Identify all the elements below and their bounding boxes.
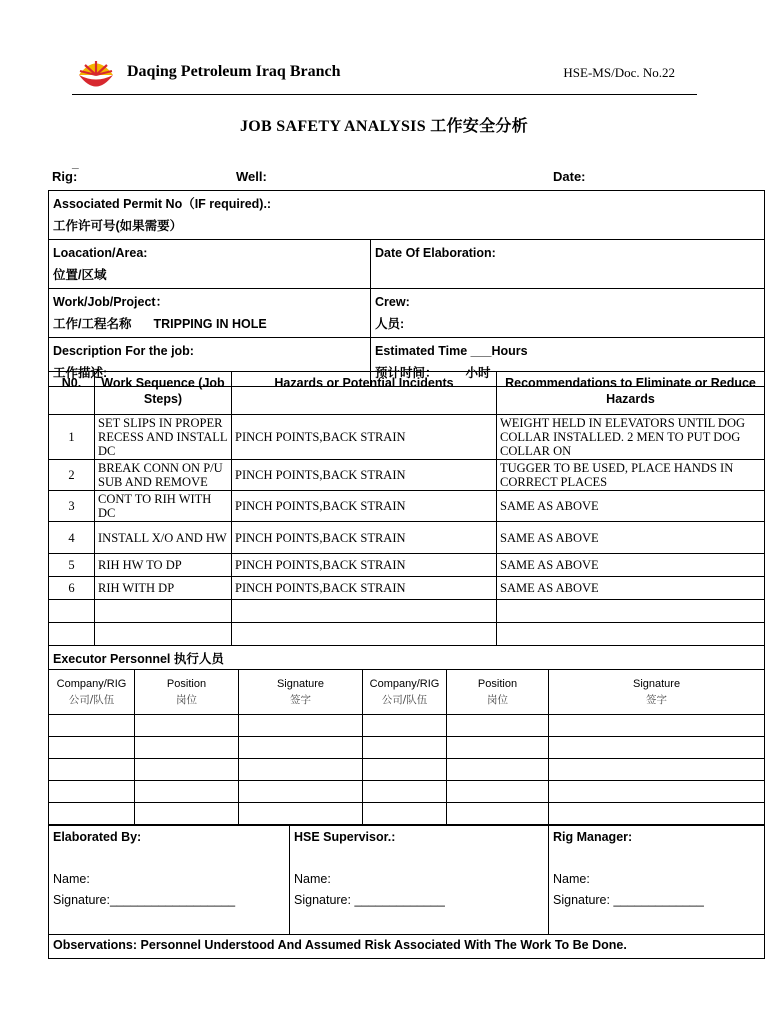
signoff-table bbox=[48, 825, 765, 959]
empty-cell[interactable] bbox=[549, 803, 765, 825]
estimated-time-label: Estimated Time ___Hours bbox=[375, 344, 528, 358]
name-label: Name: bbox=[294, 872, 331, 886]
rig-label: Rig: bbox=[52, 169, 78, 184]
empty-cell[interactable] bbox=[239, 737, 363, 759]
col-label: Signature bbox=[276, 678, 325, 690]
name-label: Name: bbox=[553, 872, 590, 886]
table-row-empty[interactable] bbox=[49, 803, 765, 825]
hse-supervisor-block[interactable] bbox=[290, 826, 549, 935]
description-label: Description For the job: bbox=[53, 344, 194, 358]
permit-label-cn: 工作许可号(如果需要） bbox=[53, 219, 183, 233]
org-name: Daqing Petroleum Iraq Branch bbox=[127, 63, 341, 80]
empty-cell[interactable] bbox=[232, 600, 497, 623]
step-description: RIH WITH DP bbox=[95, 577, 232, 600]
crew-field[interactable] bbox=[371, 289, 765, 338]
step-hazard: PINCH POINTS,BACK STRAIN bbox=[232, 577, 497, 600]
empty-cell[interactable] bbox=[135, 781, 239, 803]
description-label-cn: 工作描述: bbox=[53, 366, 108, 380]
step-recommendation: SAME AS ABOVE bbox=[497, 577, 765, 600]
job-info-table bbox=[48, 190, 765, 387]
step-recommendation: SAME AS ABOVE bbox=[497, 554, 765, 577]
step-hazard: PINCH POINTS,BACK STRAIN bbox=[232, 415, 497, 460]
signature-label: Signature: _____________ bbox=[553, 893, 704, 907]
personnel-table bbox=[48, 645, 765, 825]
step-hazard: PINCH POINTS,BACK STRAIN bbox=[232, 554, 497, 577]
empty-cell[interactable] bbox=[447, 737, 549, 759]
col-header-hazards: Hazards or Potential Incidents bbox=[232, 372, 497, 415]
table-row bbox=[49, 415, 765, 460]
empty-cell[interactable] bbox=[239, 715, 363, 737]
col-label-cn: 岗位 bbox=[487, 694, 508, 706]
table-row bbox=[49, 554, 765, 577]
empty-cell[interactable] bbox=[49, 759, 135, 781]
permit-field[interactable] bbox=[49, 191, 765, 240]
step-number: 4 bbox=[49, 522, 95, 554]
step-number: 6 bbox=[49, 577, 95, 600]
step-description: CONT TO RIH WITH DC bbox=[95, 491, 232, 522]
empty-cell[interactable] bbox=[549, 715, 765, 737]
job-steps-table bbox=[48, 371, 765, 646]
observations-note: Observations: Personnel Understood And Assumed Risk Associated With The Work To Be Done. bbox=[49, 935, 765, 959]
step-hazard: PINCH POINTS,BACK STRAIN bbox=[232, 460, 497, 491]
empty-cell[interactable] bbox=[239, 759, 363, 781]
step-hazard: PINCH POINTS,BACK STRAIN bbox=[232, 491, 497, 522]
empty-cell[interactable] bbox=[363, 781, 447, 803]
signature-label: Signature: _____________ bbox=[294, 893, 445, 907]
col-label-cn: 公司/队伍 bbox=[68, 694, 115, 706]
col-label: Position bbox=[477, 678, 518, 690]
empty-cell[interactable] bbox=[232, 623, 497, 646]
step-recommendation: SAME AS ABOVE bbox=[497, 491, 765, 522]
col-label-cn: 公司/队伍 bbox=[381, 694, 428, 706]
step-description: BREAK CONN ON P/U SUB AND REMOVE bbox=[95, 460, 232, 491]
col-label-cn: 签字 bbox=[290, 694, 311, 706]
empty-cell[interactable] bbox=[447, 781, 549, 803]
personnel-col-signature-2 bbox=[549, 670, 765, 715]
empty-cell[interactable] bbox=[135, 737, 239, 759]
empty-cell[interactable] bbox=[447, 803, 549, 825]
table-row bbox=[49, 491, 765, 522]
empty-cell[interactable] bbox=[447, 715, 549, 737]
crew-label-cn: 人员: bbox=[375, 317, 405, 331]
estimated-time-cn: 预计时间： bbox=[375, 366, 438, 380]
personnel-col-position-2 bbox=[447, 670, 549, 715]
table-row-empty[interactable] bbox=[49, 759, 765, 781]
table-row-empty[interactable] bbox=[49, 715, 765, 737]
empty-cell[interactable] bbox=[549, 781, 765, 803]
col-header-no: N0. bbox=[49, 372, 95, 415]
col-label-cn: 岗位 bbox=[176, 694, 197, 706]
estimated-time-unit-cn: 小时 bbox=[465, 366, 491, 380]
step-description: RIH HW TO DP bbox=[95, 554, 232, 577]
empty-cell[interactable] bbox=[239, 803, 363, 825]
location-field[interactable] bbox=[49, 240, 371, 289]
project-field[interactable] bbox=[49, 289, 371, 338]
empty-cell[interactable] bbox=[363, 715, 447, 737]
elaboration-date-field[interactable] bbox=[371, 240, 765, 289]
col-label: Signature bbox=[632, 678, 681, 690]
project-label-cn: 工作/工程名称 bbox=[53, 317, 132, 331]
location-label: Loacation/Area: bbox=[53, 246, 148, 260]
empty-cell[interactable] bbox=[363, 759, 447, 781]
step-hazard: PINCH POINTS,BACK STRAIN bbox=[232, 522, 497, 554]
permit-label: Associated Permit No（IF required).: bbox=[53, 197, 272, 211]
step-number: 5 bbox=[49, 554, 95, 577]
rig-dash: _ bbox=[72, 156, 79, 170]
empty-cell[interactable] bbox=[95, 600, 232, 623]
empty-cell[interactable] bbox=[497, 600, 765, 623]
step-number: 1 bbox=[49, 415, 95, 460]
personnel-col-signature-1 bbox=[239, 670, 363, 715]
empty-cell[interactable] bbox=[363, 737, 447, 759]
name-label: Name: bbox=[53, 872, 90, 886]
personnel-section-title: Executor Personnel 执行人员 bbox=[49, 646, 765, 670]
document-header bbox=[72, 58, 697, 95]
step-number: 2 bbox=[49, 460, 95, 491]
project-label: Work/Job/Project： bbox=[53, 295, 169, 309]
personnel-col-position-1 bbox=[135, 670, 239, 715]
page-title: JOB SAFETY ANALYSIS 工作安全分析 bbox=[239, 118, 528, 135]
empty-cell[interactable] bbox=[135, 759, 239, 781]
step-recommendation: SAME AS ABOVE bbox=[497, 522, 765, 554]
table-row bbox=[49, 460, 765, 491]
empty-cell[interactable] bbox=[95, 623, 232, 646]
empty-cell[interactable] bbox=[447, 759, 549, 781]
personnel-col-company-1 bbox=[49, 670, 135, 715]
empty-cell[interactable] bbox=[49, 600, 95, 623]
rig-manager-label: Rig Manager: bbox=[553, 830, 633, 844]
col-label: Company/RIG bbox=[56, 678, 127, 690]
col-header-recommendations: Recommendations to Eliminate or Reduce Hazards bbox=[497, 372, 765, 415]
elaboration-date-label: Date Of Elaboration: bbox=[375, 246, 496, 260]
location-label-cn: 位置/区域 bbox=[53, 268, 107, 282]
empty-cell[interactable] bbox=[135, 715, 239, 737]
col-label: Company/RIG bbox=[369, 678, 440, 690]
personnel-col-company-2 bbox=[363, 670, 447, 715]
table-row-empty[interactable] bbox=[49, 623, 765, 646]
empty-cell[interactable] bbox=[49, 781, 135, 803]
table-row bbox=[49, 522, 765, 554]
doc-number: HSE-MS/Doc. No.22 bbox=[563, 65, 675, 80]
table-row bbox=[49, 577, 765, 600]
well-label: Well: bbox=[236, 169, 267, 184]
empty-cell[interactable] bbox=[497, 623, 765, 646]
hse-supervisor-label: HSE Supervisor.: bbox=[294, 830, 396, 844]
step-recommendation: TUGGER TO BE USED, PLACE HANDS IN CORRECT PLACES bbox=[497, 460, 765, 491]
col-label: Position bbox=[166, 678, 207, 690]
signature-label: Signature:__________________ bbox=[53, 893, 236, 907]
table-row-empty[interactable] bbox=[49, 600, 765, 623]
step-recommendation: WEIGHT HELD IN ELEVATORS UNTIL DOG COLLAR INSTALLED. 2 MEN TO PUT DOG COLLAR ON bbox=[497, 415, 765, 460]
company-logo-icon bbox=[77, 58, 115, 90]
empty-cell[interactable] bbox=[49, 737, 135, 759]
col-header-sequence: Work Sequence (Job Steps) bbox=[95, 372, 232, 415]
empty-cell[interactable] bbox=[549, 737, 765, 759]
col-label-cn: 签字 bbox=[646, 694, 668, 706]
project-value: TRIPPING IN HOLE bbox=[153, 317, 267, 331]
empty-cell[interactable] bbox=[49, 803, 135, 825]
elaborated-by-block[interactable] bbox=[49, 826, 290, 935]
empty-cell[interactable] bbox=[49, 623, 95, 646]
elaborated-by-label: Elaborated By: bbox=[53, 830, 142, 844]
empty-cell[interactable] bbox=[549, 759, 765, 781]
table-row-empty[interactable] bbox=[49, 781, 765, 803]
empty-cell[interactable] bbox=[363, 803, 447, 825]
empty-cell[interactable] bbox=[239, 781, 363, 803]
rig-manager-block[interactable] bbox=[549, 826, 765, 935]
table-row-empty[interactable] bbox=[49, 737, 765, 759]
step-number: 3 bbox=[49, 491, 95, 522]
step-description: INSTALL X/O AND HW bbox=[95, 522, 232, 554]
crew-label: Crew: bbox=[375, 295, 410, 309]
step-description: SET SLIPS IN PROPER RECESS AND INSTALL DC bbox=[95, 415, 232, 460]
date-label: Date: bbox=[553, 169, 586, 184]
empty-cell[interactable] bbox=[49, 715, 135, 737]
empty-cell[interactable] bbox=[135, 803, 239, 825]
